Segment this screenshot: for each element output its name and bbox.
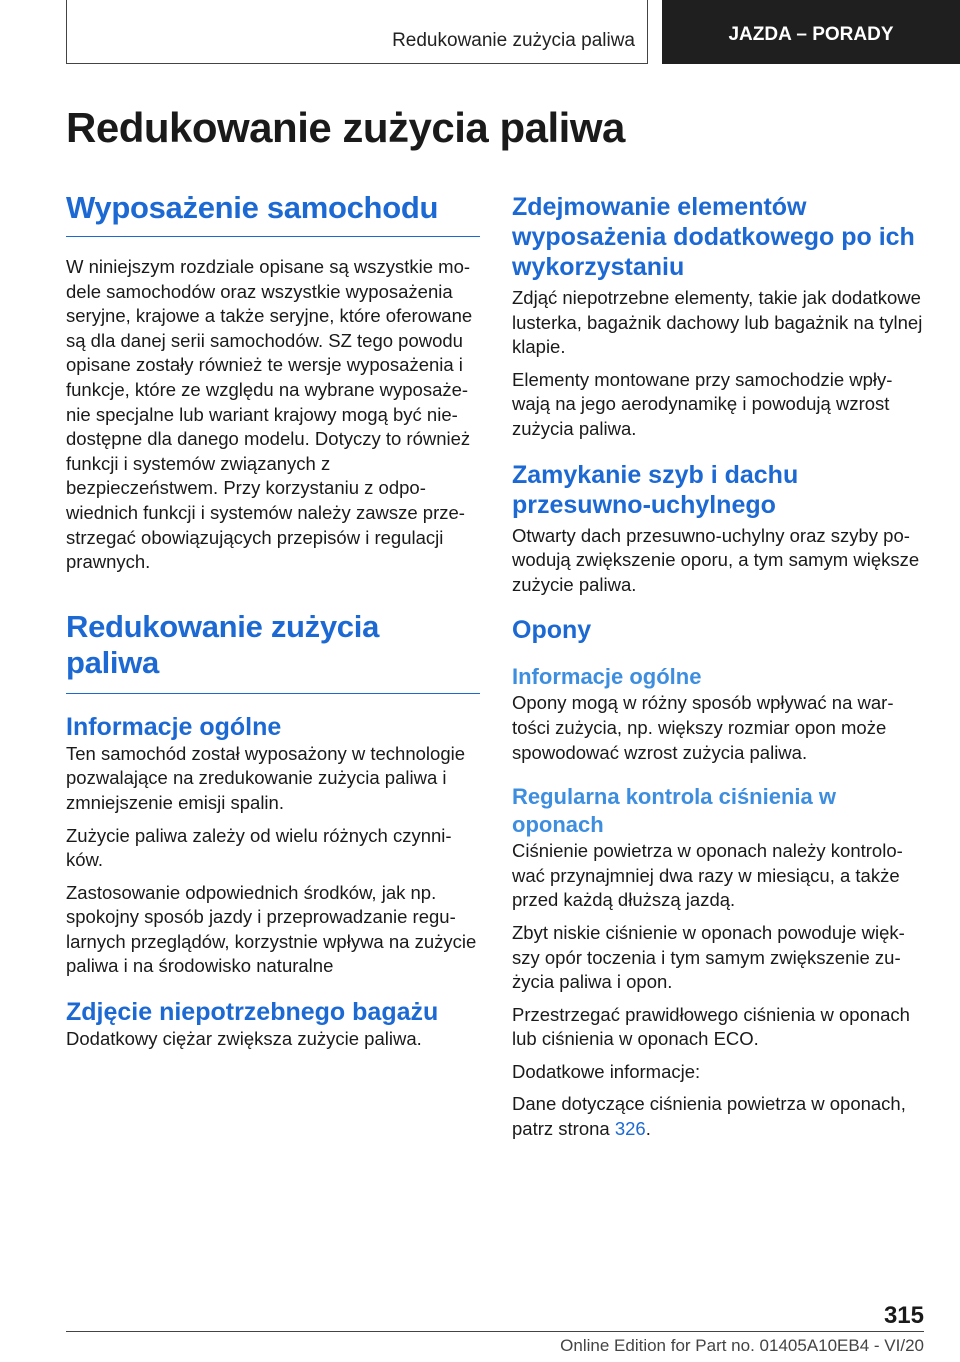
- tyres-general-para-1: Opony mogą w różny sposób wpływać na wartości zużycia, np. większy rozmiar opon może spowodować wzrost zużycia paliwa.: [512, 692, 894, 763]
- pressure-para-5-end: .: [645, 1118, 651, 1140]
- footer-divider: [66, 1331, 924, 1332]
- windows-para-1: Otwarty dach przesuwno-uchylny oraz szyby powodują zwiększenie oporu, a tym samym większe zużycie paliwa.: [512, 524, 920, 595]
- subheading-tyres: Opony: [512, 616, 592, 645]
- accessories-para-1: Zdjąć niepotrzebne elementy, takie jak dodatkowe lusterka, bagażnik dachowy lub bagażnik na tylnej klapie.: [512, 287, 923, 358]
- pressure-para-1: Ciśnienie powietrza w oponach należy kontrolować przynajmniej dwa razy w miesiącu, a także przed każdą dłuższą jazdą.: [512, 840, 903, 911]
- accessories-para-2: Elementy montowane przy samochodzie wpływają na jego aerodynamikę i powodują wzrost zużycia paliwa.: [512, 368, 893, 439]
- general-para-3: Zastosowanie odpowiednich środków, jak np. spokojny sposób jazdy i przeprowadzanie regularnych przeglądów, korzystnie wpływa na zużycie paliwa i na środowisko naturalne: [66, 881, 477, 977]
- pressure-para-5-text: Dane dotyczące ciśnienia powietrza w oponach, patrz strona: [512, 1093, 906, 1140]
- section-tab: JAZDA – PORADY: [662, 0, 960, 64]
- subheading-general: Informacje ogólne: [66, 712, 282, 741]
- page-reference-link[interactable]: 326: [614, 1118, 646, 1140]
- subheading-tyres-general: Informacje ogólne: [512, 664, 702, 690]
- section-heading-fuel: Redukowanie zużycia paliwa: [66, 608, 380, 680]
- pressure-para-3: Przestrzegać prawidłowego ciśnienia w oponach lub ciśnienia w oponach ECO.: [512, 1003, 910, 1050]
- subheading-tyre-pressure: Regularna kontrola ciśnienia w oponach: [512, 784, 836, 838]
- left-column: [66, 190, 480, 1052]
- equipment-text: W niniejszym rozdziale opisane są wszystkie modele samochodów oraz wszystkie wyposażenia seryjne, krajowe a także seryjne, które oferowane są dla danej serii samochodów. SZ tego powodu opisane zostały również te wersje wyposażenia i funkcje, które ze względu na wybrane wyposażenie specjalne lub wariant krajowy mogą być niedostępne dla danego modelu. Dotyczy to również funkcji i systemów związanych z bezpieczeństwem. Przy korzystaniu z odpowiednich funkcji i systemów należy zawsze przestrzegać obowiązujących przepisów i regulacji prawnych.: [66, 256, 473, 573]
- section-heading-equipment: Wyposażenie samochodu: [66, 190, 480, 237]
- pressure-para-5: [512, 1092, 924, 1141]
- subheading-windows: Zamykanie szyb i dachu przesuwno-uchylnego: [512, 460, 799, 519]
- page-title: Redukowanie zużycia paliwa: [66, 104, 625, 151]
- right-column: [512, 192, 924, 1142]
- luggage-para-1: Dodatkowy ciężar zwiększa zużycie paliwa.: [66, 1028, 422, 1050]
- running-header-title: Redukowanie zużycia paliwa: [392, 30, 635, 51]
- general-para-2: Zużycie paliwa zależy od wielu różnych czynników.: [66, 824, 452, 871]
- page-number: 315: [883, 1302, 924, 1329]
- general-para-1: Ten samochód został wyposażony w technologie pozwalające na zredukowanie zużycia paliwa i zmniejszenie emisji spalin.: [66, 742, 466, 813]
- subheading-luggage: Zdjęcie niepotrzebnego bagażu: [66, 998, 439, 1027]
- pressure-para-4: Dodatkowe informacje:: [512, 1060, 701, 1082]
- subheading-accessories: Zdejmowanie elementów wyposażenia dodatkowego po ich wykorzystaniu: [512, 193, 915, 281]
- pressure-para-2: Zbyt niskie ciśnienie w oponach powoduje większy opór toczenia i tym samym zwiększenie zużycia paliwa i opon.: [512, 921, 905, 993]
- running-header-box: [66, 0, 648, 64]
- footer-edition: Online Edition for Part no. 01405A10EB4 - VI/20: [560, 1336, 924, 1355]
